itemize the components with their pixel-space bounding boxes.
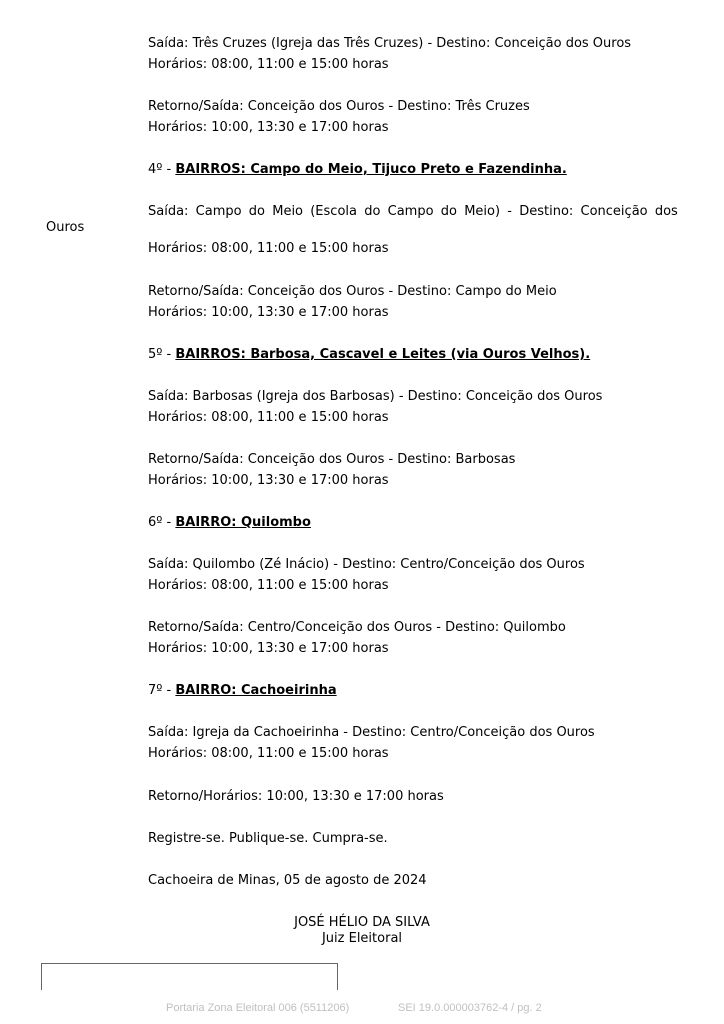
s4-saida-word: Meio bbox=[272, 204, 304, 219]
s6-horarios-retorno: Horários: 10:00, 13:30 e 17:00 horas bbox=[148, 641, 389, 656]
s4-horarios-retorno: Horários: 10:00, 13:30 e 17:00 horas bbox=[148, 305, 389, 320]
s4-saida-word: Conceição bbox=[580, 204, 648, 219]
s4-saida-word: Campo bbox=[195, 204, 242, 219]
s5-horarios-retorno: Horários: 10:00, 13:30 e 17:00 horas bbox=[148, 473, 389, 488]
s3-horarios-retorno: Horários: 10:00, 13:30 e 17:00 horas bbox=[148, 120, 389, 135]
s4-horarios-saida: Horários: 08:00, 11:00 e 15:00 horas bbox=[148, 241, 389, 256]
closing-place-date: Cachoeira de Minas, 05 de agosto de 2024 bbox=[148, 873, 427, 888]
s7-retorno: Retorno/Horários: 10:00, 13:30 e 17:00 horas bbox=[148, 789, 444, 804]
s4-heading bbox=[148, 162, 567, 178]
s4-number: 4º - bbox=[148, 162, 172, 177]
s6-title: BAIRRO: Quilombo bbox=[175, 515, 311, 530]
s4-saida-continuation: Ouros bbox=[46, 220, 85, 235]
s6-saida: Saída: Quilombo (Zé Inácio) - Destino: Centro/Conceição dos Ouros bbox=[148, 557, 585, 572]
s5-retorno: Retorno/Saída: Conceição dos Ouros - Destino: Barbosas bbox=[148, 452, 516, 467]
s7-horarios-saida: Horários: 08:00, 11:00 e 15:00 horas bbox=[148, 746, 389, 761]
s4-saida-word: Meio) bbox=[464, 204, 501, 219]
s6-number: 6º - bbox=[148, 515, 172, 530]
signature-name: JOSÉ HÉLIO DA SILVA bbox=[294, 915, 430, 930]
s7-number: 7º - bbox=[148, 683, 172, 698]
s4-saida-word: do bbox=[364, 204, 381, 219]
s3-retorno: Retorno/Saída: Conceição dos Ouros - Destino: Três Cruzes bbox=[148, 99, 530, 114]
s4-saida-word: Destino: bbox=[519, 204, 574, 219]
s4-saida-word: dos bbox=[654, 204, 678, 219]
s4-saida-word: do bbox=[440, 204, 457, 219]
s5-title: BAIRROS: Barbosa, Cascavel e Leites (via Ouros Velhos). bbox=[175, 347, 591, 362]
s7-heading bbox=[148, 683, 337, 699]
footer-sei: SEI 19.0.000003762-4 / pg. 2 bbox=[398, 1002, 542, 1014]
s5-number: 5º - bbox=[148, 347, 172, 362]
s6-heading bbox=[148, 515, 311, 531]
s5-horarios-saida: Horários: 08:00, 11:00 e 15:00 horas bbox=[148, 410, 389, 425]
signature-box bbox=[41, 963, 338, 990]
s7-saida: Saída: Igreja da Cachoeirinha - Destino: Centro/Conceição dos Ouros bbox=[148, 725, 595, 740]
s6-horarios-saida: Horários: 08:00, 11:00 e 15:00 horas bbox=[148, 578, 389, 593]
s4-saida-word: Campo bbox=[387, 204, 434, 219]
s3-horarios-saida: Horários: 08:00, 11:00 e 15:00 horas bbox=[148, 57, 389, 72]
s7-title: BAIRRO: Cachoeirinha bbox=[175, 683, 337, 698]
footer-portaria: Portaria Zona Eleitoral 006 (5511206) bbox=[166, 1002, 350, 1014]
s4-saida-word: do bbox=[248, 204, 266, 219]
s6-retorno: Retorno/Saída: Centro/Conceição dos Ouros - Destino: Quilombo bbox=[148, 620, 566, 635]
s5-saida: Saída: Barbosas (Igreja dos Barbosas) - Destino: Conceição dos Ouros bbox=[148, 389, 603, 404]
closing-registre: Registre-se. Publique-se. Cumpra-se. bbox=[148, 831, 388, 846]
s4-saida-word: (Escola bbox=[310, 204, 357, 219]
s4-retorno: Retorno/Saída: Conceição dos Ouros - Destino: Campo do Meio bbox=[148, 284, 557, 299]
s4-title: BAIRROS: Campo do Meio, Tijuco Preto e Fazendinha. bbox=[175, 162, 567, 177]
s4-saida bbox=[148, 204, 678, 220]
s4-saida-word: - bbox=[507, 204, 512, 219]
s3-saida: Saída: Três Cruzes (Igreja das Três Cruzes) - Destino: Conceição dos Ouros bbox=[148, 36, 632, 51]
s4-saida-word: Saída: bbox=[148, 204, 189, 219]
signature-role: Juiz Eleitoral bbox=[321, 931, 403, 946]
s5-heading bbox=[148, 347, 590, 363]
